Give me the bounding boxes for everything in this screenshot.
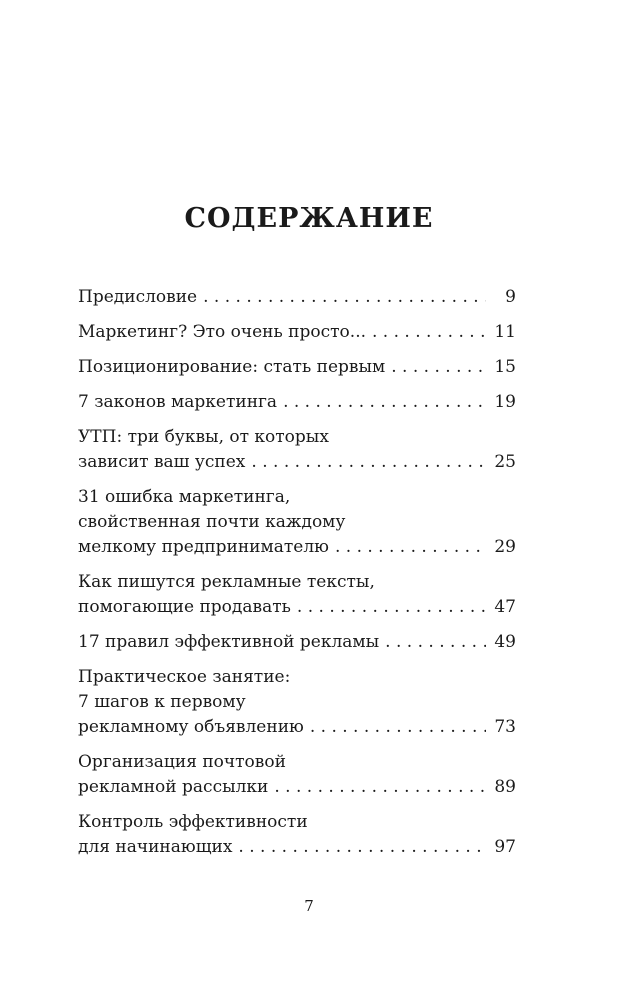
toc-entry-title-line: Контроль эффективности <box>78 812 308 832</box>
toc-entry-title-line: УТП: три буквы, от которых <box>78 427 329 447</box>
toc-entry <box>78 665 516 740</box>
toc-entry-page-number: 47 <box>494 597 516 617</box>
dot-leader <box>203 285 486 310</box>
toc-entry <box>78 355 516 380</box>
toc-entry-title-line: помогающие продавать <box>78 597 291 617</box>
toc-entry-last-line <box>78 320 516 345</box>
toc-entry-last-line <box>78 285 516 310</box>
toc-entry-last-line <box>78 450 516 475</box>
toc-entry-page-number: 19 <box>494 392 516 412</box>
toc-entry-page-number: 29 <box>494 537 516 557</box>
dot-leader <box>283 390 486 415</box>
toc-entry-title-line: рекламной рассылки <box>78 777 269 797</box>
dot-leader <box>274 775 486 800</box>
dot-leader <box>372 320 486 345</box>
toc-entry-title-line: Практическое занятие: <box>78 667 291 687</box>
toc-entry-title-line: рекламному объявлению <box>78 717 304 737</box>
toc-entry-page-number: 49 <box>494 632 516 652</box>
toc-entry-page-number: 97 <box>494 837 516 857</box>
dot-leader <box>391 355 486 380</box>
toc-entry-title-line: 17 правил эффективной рекламы <box>78 632 380 652</box>
toc-entry-last-line <box>78 535 516 560</box>
toc-entry-title-line: 7 шагов к первому <box>78 692 246 712</box>
toc-entry-last-line <box>78 715 516 740</box>
toc-entry-title-line: 7 законов маркетинга <box>78 392 278 412</box>
dot-leader <box>297 595 486 620</box>
toc-entry-page-number: 89 <box>494 777 516 797</box>
toc-entry-page-number: 73 <box>494 717 516 737</box>
toc-entry-title-line: 31 ошибка маркетинга, <box>78 487 291 507</box>
toc-entry-last-line <box>78 835 516 860</box>
dot-leader <box>238 835 486 860</box>
table-of-contents <box>78 285 516 870</box>
toc-entry-last-line <box>78 390 516 415</box>
dot-leader <box>310 715 486 740</box>
toc-entry-last-line <box>78 355 516 380</box>
toc-entry <box>78 810 516 860</box>
toc-entry-page-number: 9 <box>505 287 516 307</box>
toc-entry-title-line: мелкому предпринимателю <box>78 537 329 557</box>
dot-leader <box>251 450 486 475</box>
toc-entry <box>78 750 516 800</box>
toc-entry-title-line: для начинающих <box>78 837 233 857</box>
toc-entry-last-line <box>78 595 516 620</box>
toc-entry <box>78 390 516 415</box>
toc-entry-last-line <box>78 630 516 655</box>
toc-entry <box>78 320 516 345</box>
toc-entry-page-number: 15 <box>494 357 516 377</box>
toc-entry <box>78 285 516 310</box>
toc-entry-title-line: Предисловие <box>78 287 198 307</box>
toc-entry-title-line: Маркетинг? Это очень просто... <box>78 322 366 342</box>
page-number: 7 <box>304 897 314 915</box>
toc-entry-page-number: 11 <box>494 322 516 342</box>
toc-entry-title-line: зависит ваш успех <box>78 452 246 472</box>
toc-entry-last-line <box>78 775 516 800</box>
page-title: СОДЕРЖАНИЕ <box>184 203 434 234</box>
toc-entry <box>78 570 516 620</box>
toc-entry-title-line: свойственная почти каждому <box>78 512 346 532</box>
toc-entry-title-line: Как пишутся рекламные тексты, <box>78 572 375 592</box>
dot-leader <box>335 535 486 560</box>
toc-entry <box>78 485 516 560</box>
toc-entry-title-line: Позиционирование: стать первым <box>78 357 386 377</box>
toc-entry <box>78 425 516 475</box>
toc-entry <box>78 630 516 655</box>
dot-leader <box>385 630 486 655</box>
toc-entry-title-line: Организация почтовой <box>78 752 286 772</box>
toc-entry-page-number: 25 <box>494 452 516 472</box>
